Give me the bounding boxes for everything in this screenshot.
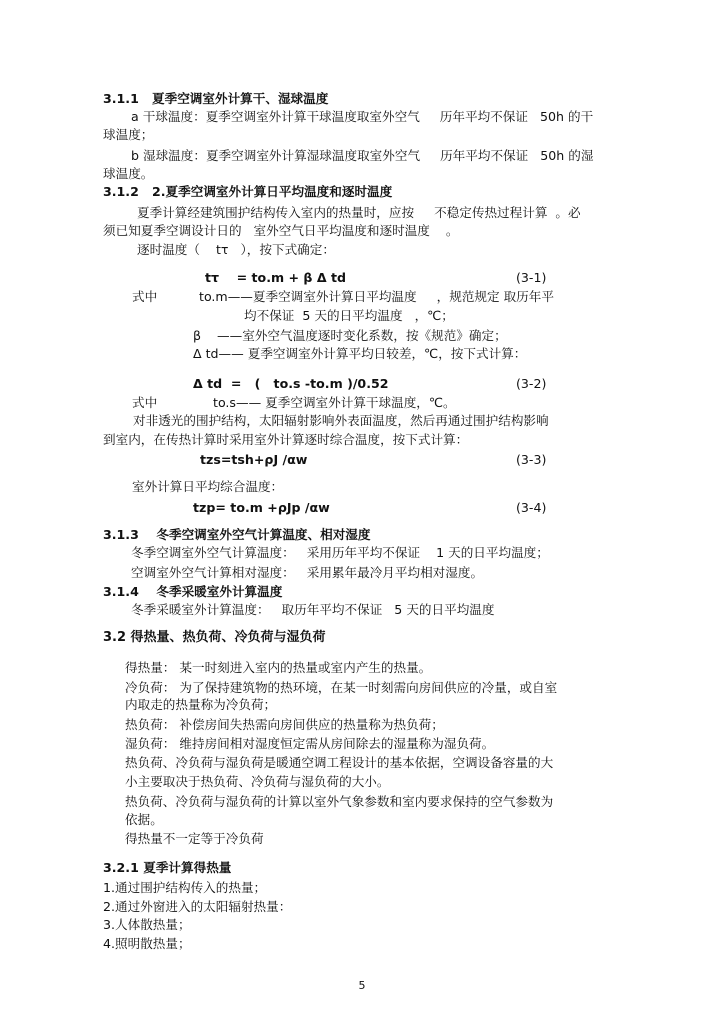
- definition-line: β ——室外空气温度逐时变化系数，按《规范》确定；: [193, 328, 507, 343]
- formula-3-3: tzs=tsh+ρJ /αw: [200, 452, 308, 467]
- equation-number: (3-4): [516, 500, 547, 515]
- paragraph-line: 热负荷、冷负荷与湿负荷是暖通空调工程设计的基本依据，空调设备容量的大: [125, 755, 554, 770]
- heading-3-1-4: 3.1.4 冬季采暖室外计算温度: [103, 584, 283, 599]
- paragraph-line: 球温度。: [103, 166, 154, 181]
- paragraph-line: 热负荷、冷负荷与湿负荷的计算以室外气象参数和室内要求保持的空气参数为: [125, 794, 554, 809]
- paragraph-line: 室外计算日平均综合温度：: [132, 479, 284, 494]
- heading-3-2-1: 3.2.1 夏季计算得热量: [103, 860, 232, 875]
- heading-3-1-1: 3.1.1 夏季空调室外计算干、湿球温度: [103, 91, 329, 106]
- page-number: 5: [358, 979, 366, 992]
- paragraph-line: 球温度；: [103, 127, 154, 142]
- paragraph-line: 逐时温度（ tτ ），按下式确定：: [137, 242, 335, 257]
- equation-number: (3-2): [516, 376, 547, 391]
- paragraph-line: 冬季采暖室外计算温度： 取历年平均不保证 5 天的日平均温度: [131, 602, 495, 617]
- paragraph-line: a 干球温度：夏季空调室外计算干球温度取室外空气 历年平均不保证 50h 的干: [131, 109, 594, 124]
- paragraph-line: b 湿球温度：夏季空调室外计算湿球温度取室外空气 历年平均不保证 50h 的湿: [131, 148, 594, 163]
- formula-3-4: tzp= to.m +ρJp /αw: [193, 500, 330, 515]
- heading-3-1-2: 3.1.2 2.夏季空调室外计算日平均温度和逐时温度: [103, 184, 393, 199]
- definition-line: Δ td—— 夏季空调室外计算平均日较差，℃，按下式计算：: [193, 346, 527, 361]
- definition-line: to.m——夏季空调室外计算日平均温度 ，规范规定 取历年平: [199, 289, 554, 304]
- paragraph-line: 对非透光的围护结构，太阳辐射影响外表面温度，然后再通过围护结构影响: [133, 413, 549, 428]
- paragraph-line: 空调室外空气计算相对湿度： 采用累年最冷月平均相对湿度。: [131, 565, 484, 580]
- list-item: 4.照明散热量；: [103, 936, 191, 951]
- equation-number: (3-1): [516, 270, 547, 285]
- heading-3-2: 3.2 得热量、热负荷、冷负荷与湿负荷: [103, 630, 326, 645]
- definition-line: 得热量： 某一时刻进入室内的热量或室内产生的热量。: [125, 660, 432, 675]
- where-label: 式中: [132, 395, 158, 410]
- where-label: 式中: [132, 289, 158, 304]
- paragraph-line: 冬季空调室外空气计算温度： 采用历年平均不保证 1 天的日平均温度；: [131, 545, 549, 560]
- paragraph-line: 夏季计算经建筑围护结构传入室内的热量时，应按 不稳定传热过程计算 。必: [137, 205, 581, 220]
- equation-number: (3-3): [516, 452, 547, 467]
- list-item: 2.通过外窗进入的太阳辐射热量：: [103, 899, 292, 914]
- paragraph-line: 依据。: [125, 812, 163, 827]
- formula-3-1: tτ = to.m + β Δ td: [205, 270, 346, 285]
- definition-line: 内取走的热量称为冷负荷；: [125, 697, 277, 712]
- list-item: 1.通过围护结构传入的热量；: [103, 880, 267, 895]
- list-item: 3.人体散热量；: [103, 917, 191, 932]
- paragraph-line: 得热量不一定等于冷负荷: [125, 831, 264, 846]
- definition-line: 冷负荷： 为了保持建筑物的热环境，在某一时刻需向房间供应的冷量，或自室: [125, 680, 558, 695]
- paragraph-line: 小主要取决于热负荷、冷负荷与湿负荷的大小。: [125, 774, 390, 789]
- paragraph-line: 到室内，在传热计算时采用室外计算逐时综合温度，按下式计算：: [103, 432, 469, 447]
- heading-3-1-3: 3.1.3 冬季空调室外空气计算温度、相对湿度: [103, 527, 371, 542]
- paragraph-line: 须已知夏季空调设计日的 室外空气日平均温度和逐时温度 。: [103, 223, 459, 238]
- definition-line: to.s—— 夏季空调室外计算干球温度，℃。: [213, 395, 456, 410]
- definition-line: 均不保证 5 天的日平均温度 ，℃；: [244, 308, 454, 323]
- formula-3-2: Δ td = ( to.s -to.m )/0.52: [193, 376, 389, 391]
- definition-line: 热负荷： 补偿房间失热需向房间供应的热量称为热负荷；: [125, 717, 444, 732]
- definition-line: 湿负荷： 维持房间相对湿度恒定需从房间除去的湿量称为湿负荷。: [125, 736, 495, 751]
